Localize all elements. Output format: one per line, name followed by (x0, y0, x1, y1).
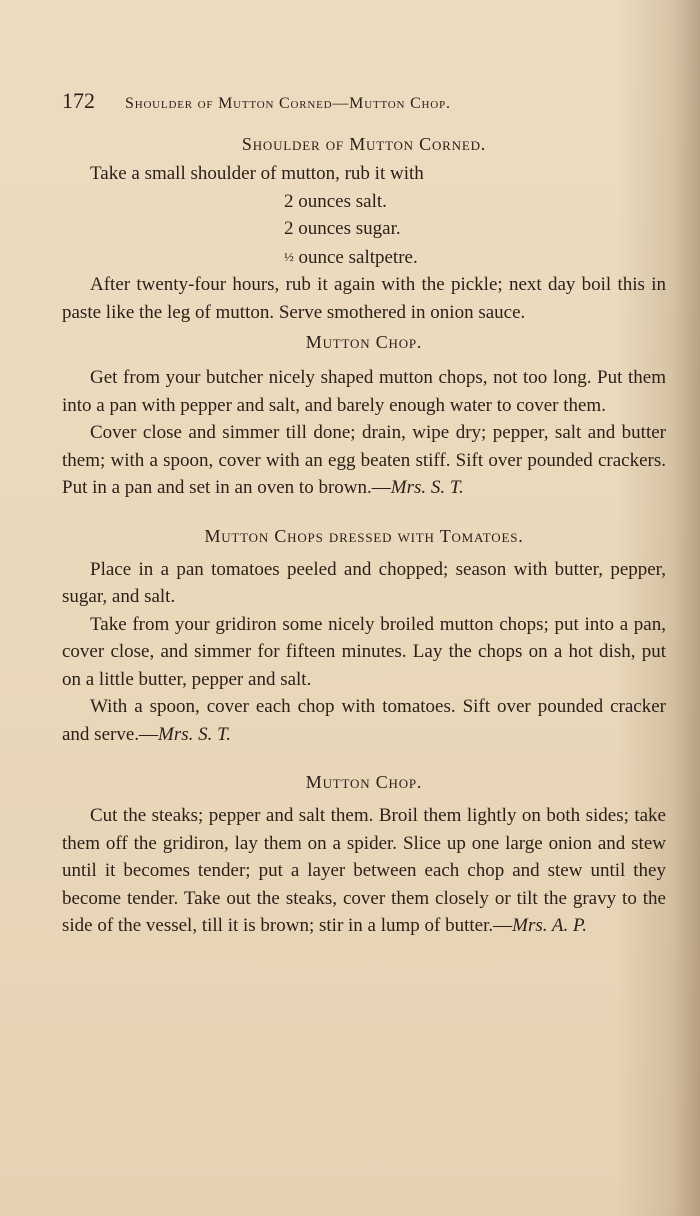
recipe-mutton-chop-1 (62, 328, 666, 502)
recipe-instructions: After twenty-four hours, rub it again with the pickle; next day boil this in paste like the leg of mutton. Serve smothered in onion sauce. (62, 274, 666, 323)
ingredient-item: ½ ounce saltpetre. (284, 243, 666, 272)
recipe-paragraph: Take from your gridiron some nicely broiled mutton chops; put into a pan, cover close, and simmer for fifteen minutes. Lay the chops on a hot dish, put on a little butter, pepper and salt. (62, 613, 666, 690)
recipe-mutton-chop-2 (62, 768, 666, 940)
recipe-shoulder-of-mutton-corned (62, 130, 666, 326)
ingredient-list (62, 188, 666, 272)
attribution: Mrs. A. P. (512, 915, 587, 936)
recipe-paragraph: With a spoon, cover each chop with tomatoes. Sift over pounded cracker and serve.—Mrs. S. T. (62, 696, 666, 745)
recipe-title: Mutton Chops dressed with Tomatoes. (204, 525, 524, 546)
recipe-title: Mutton Chop. (305, 332, 423, 352)
recipe-paragraph: Place in a pan tomatoes peeled and chopped; season with butter, pepper, sugar, and salt. (62, 558, 666, 607)
recipe-title: Mutton Chop. (305, 772, 423, 792)
recipe-mutton-chops-tomatoes (62, 522, 666, 749)
recipe-paragraph: Cut the steaks; pepper and salt them. Broil them lightly on both sides; take them off the gridiron, lay them on a spider. Slice up one large onion and stew until it becomes tender; put a layer between each chop and stew until they become tender. Take out the steaks, cover them closely or tilt the gravy to the side of the vessel, till it is brown; stir in a lump of butter.—Mrs. A. P. (62, 805, 666, 936)
attribution: Mrs. S. T. (158, 723, 232, 745)
recipe-paragraph: Cover close and simmer till done; drain, wipe dry; pepper, salt and butter them; with a spoon, cover with an egg beaten stiff. Sift over pounded crackers. Put in a pan and set in an oven to brown.—Mrs. S. T. (62, 422, 666, 498)
page-content (62, 130, 666, 940)
running-head-title: Shoulder of Mutton Corned—Mutton Chop. (125, 95, 451, 112)
ingredient-item: 2 ounces sugar. (284, 218, 401, 239)
ingredient-item: 2 ounces salt. (284, 190, 387, 212)
attribution: Mrs. S. T. (390, 477, 464, 498)
running-head (62, 88, 622, 114)
page-number: 172 (62, 88, 95, 113)
recipe-title: Shoulder of Mutton Corned. (241, 134, 487, 154)
fraction: ½ (284, 248, 294, 264)
recipe-intro: Take a small shoulder of mutton, rub it with (90, 163, 424, 184)
recipe-paragraph: Get from your butcher nicely shaped mutton chops, not too long. Put them into a pan with pepper and salt, and barely enough water to cover them. (62, 367, 666, 416)
